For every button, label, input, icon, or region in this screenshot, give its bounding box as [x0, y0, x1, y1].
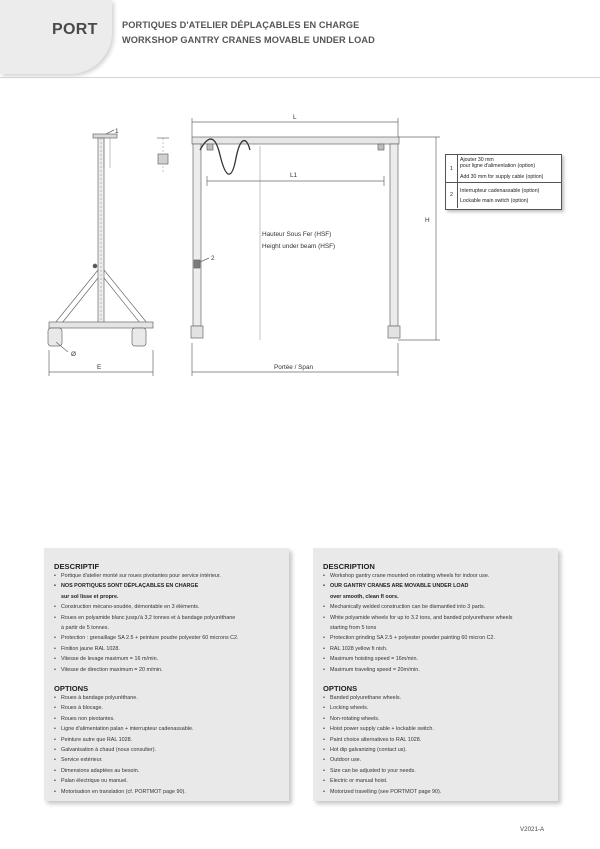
- legend-text: [460, 188, 559, 205]
- list-item: • Maximum traveling speed = 20m/min.: [323, 665, 551, 675]
- list-item: • Protection : grenaillage SA 2.5 + peinture poudre polyester 60 microns C2.: [54, 633, 282, 643]
- options-heading: OPTIONS: [323, 684, 358, 693]
- product-tab: [0, 0, 112, 74]
- list-item: • Roues à bandage polyuréthane.: [54, 693, 282, 703]
- dimension-H-label: H: [425, 217, 430, 224]
- legend-line: Interrupteur cadenassable (option): [460, 188, 540, 194]
- list-item: • Mechanically welded construction can be dismantled into 3 parts.: [323, 602, 551, 612]
- list-item: • Outdoor use.: [323, 755, 551, 765]
- list-item: • Construction mécano-soudée, démontable en 3 éléments.: [54, 602, 282, 612]
- beam-section-detail: [157, 138, 169, 172]
- list-item: • Finition jaune RAL 1028.: [54, 644, 282, 654]
- list-item: • Portique d'atelier monté sur roues pivotantes pour service intérieur.: [54, 571, 282, 581]
- dimension-L1-label: L1: [290, 172, 298, 179]
- list-item: • Maximum hoisting speed = 16m/min.: [323, 654, 551, 664]
- list-item: • Galvanisation à chaud (nous consulter).: [54, 745, 282, 755]
- list-item: • Hoist power supply cable + lockable switch.: [323, 724, 551, 734]
- legend-line: Add 30 mm for supply cable (option): [460, 173, 544, 180]
- list-item: • Hot dip galvanizing (contact us).: [323, 745, 551, 755]
- list-item: • Ligne d'alimentation palan + interrupteur cadenassable.: [54, 724, 282, 734]
- list-item: • NOS PORTIQUES SONT DÉPLAÇABLES EN CHARGE: [54, 581, 282, 591]
- version-label: V2021-A: [520, 826, 545, 833]
- title-french: PORTIQUES D'ATELIER DÉPLAÇABLES EN CHARGE: [122, 20, 360, 30]
- list-item: • Banded polyurethane wheels.: [323, 693, 551, 703]
- list-item: • Locking wheels.: [323, 703, 551, 713]
- list-item: • Dimensions adaptées au besoin.: [54, 766, 282, 776]
- list-item: • Palan électrique ou manuel.: [54, 776, 282, 786]
- list-item-continuation: over smooth, clean fl oors.: [330, 593, 399, 600]
- legend-line: Lockable main switch (option): [460, 198, 529, 205]
- callout-1-label: 1: [115, 128, 119, 135]
- description-heading: DESCRIPTION: [323, 562, 375, 571]
- list-item: • Motorized travelling (see PORTMOT page 90).: [323, 787, 551, 797]
- list-item: • Motorisation en translation (cf. PORTMOT page 90).: [54, 787, 282, 797]
- hsf-french-label: Hauteur Sous Fer (HSF): [262, 231, 332, 238]
- list-item: • Size can be adjusted to your needs.: [323, 766, 551, 776]
- dimension-L-label: L: [293, 114, 297, 121]
- list-item: • RAL 1028 yellow fi nish.: [323, 644, 551, 654]
- list-item: • Roues à blocage.: [54, 703, 282, 713]
- list-item: • Roues non pivotantes.: [54, 714, 282, 724]
- gantry-crane-drawing: [0, 100, 600, 400]
- list-item: • Non-rotating wheels.: [323, 714, 551, 724]
- list-item: • Protection:grinding SA 2.5 + polyester powder painting 60 micron C2.: [323, 633, 551, 643]
- legend-number: 1: [446, 155, 458, 182]
- list-item-continuation: à partir de 5 tonnes.: [61, 625, 109, 632]
- list-item: • White polyamide wheels for up to 3.2 tons, and banded polyurethane wheels: [323, 613, 551, 623]
- hsf-english-label: Height under beam (HSF): [262, 243, 336, 250]
- legend-line: Ajouter 30 mm: [460, 157, 494, 163]
- page-header: [0, 0, 600, 78]
- list-item-continuation: starting from 5 tons: [330, 625, 377, 632]
- legend-line: pour ligne d'alimentation (option): [460, 163, 536, 170]
- dimension-E-label: E: [97, 364, 102, 371]
- legend-number: 2: [446, 182, 458, 208]
- legend-row: [446, 182, 561, 208]
- description-panel: [313, 548, 558, 801]
- list-item: • Service extérieur.: [54, 755, 282, 765]
- legend-text: [460, 157, 559, 180]
- title-english: WORKSHOP GANTRY CRANES MOVABLE UNDER LOAD: [122, 35, 375, 45]
- descriptif-heading: DESCRIPTIF: [54, 562, 100, 571]
- header-divider: [0, 77, 600, 78]
- list-item: • Electric or manual hoist.: [323, 776, 551, 786]
- callout-2-label: 2: [211, 255, 215, 262]
- list-item: • Vitesse de direction maximum = 20 m/min.: [54, 665, 282, 675]
- product-code: PORT: [52, 21, 98, 38]
- side-view: [48, 130, 153, 376]
- list-item: • Paint choice alternatives to RAL 1028.: [323, 735, 551, 745]
- diameter-label: Ø: [71, 351, 76, 358]
- list-item: • Workshop gantry crane mounted on rotating wheels for indoor use.: [323, 571, 551, 581]
- options-list: [323, 693, 551, 797]
- legend-row: [446, 155, 561, 183]
- list-item: • Peinture autre que RAL 1028.: [54, 735, 282, 745]
- list-item: • Roues en polyamide blanc jusqu'à 3,2 tonnes et à bandage polyuréthane: [54, 613, 282, 623]
- description-list: [323, 571, 551, 675]
- options-heading: OPTIONS: [54, 684, 89, 693]
- span-label: Portée / Span: [274, 364, 314, 371]
- descriptif-list: [54, 571, 282, 675]
- list-item: • Vitesse de levage maximum = 16 m/min.: [54, 654, 282, 664]
- descriptif-panel: [44, 548, 289, 801]
- list-item: • OUR GANTRY CRANES ARE MOVABLE UNDER LOAD: [323, 581, 551, 591]
- options-legend: [445, 154, 562, 210]
- list-item-continuation: sur sol lisse et propre.: [61, 593, 119, 600]
- list-item: [54, 592, 282, 602]
- options-list: [54, 693, 282, 797]
